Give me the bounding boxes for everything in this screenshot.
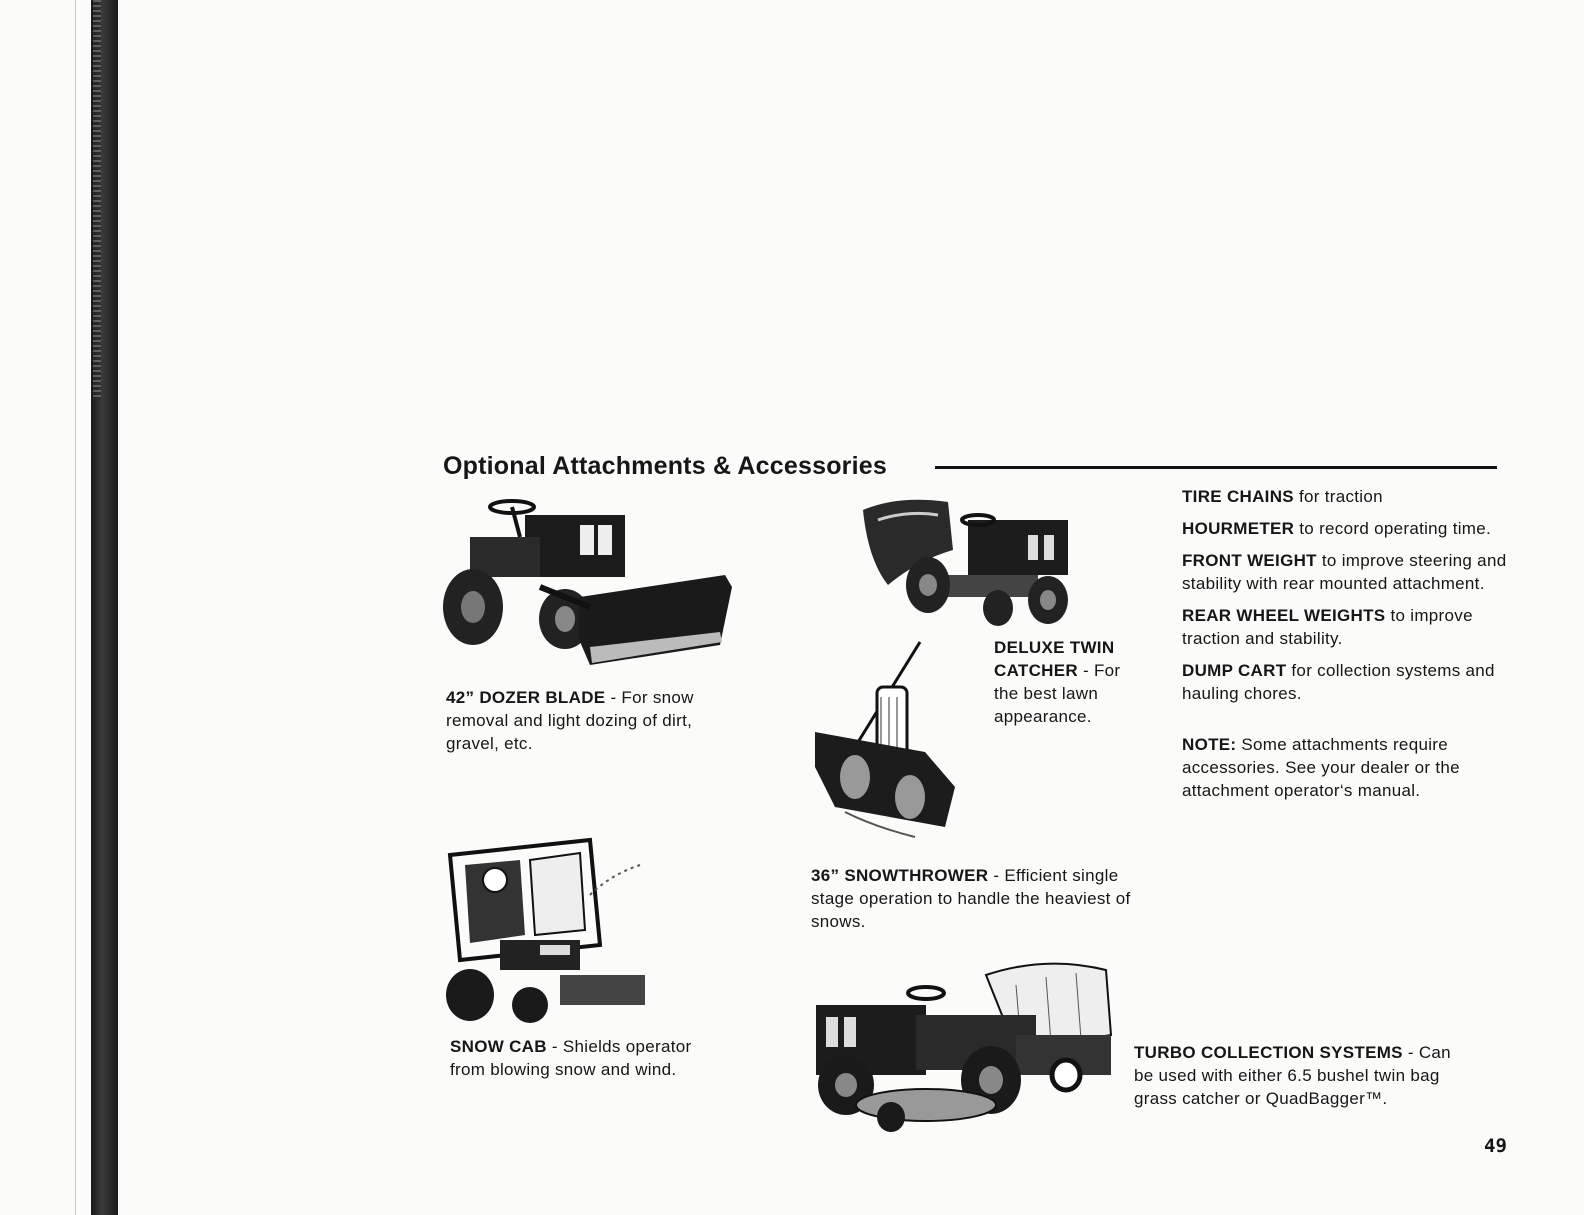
turbo-collection-illustration: [816, 955, 1121, 1135]
twin-catcher-illustration: [858, 490, 1083, 630]
turbo-collection-caption: [1134, 1041, 1469, 1110]
list-item-rear-wheel-weights: [1182, 604, 1512, 650]
dozer-blade-illustration: [440, 497, 735, 672]
list-item-tire-chains: [1182, 485, 1512, 508]
twin-catcher-title: DELUXE TWIN CATCHER: [994, 638, 1115, 680]
binding-strip: [91, 0, 118, 1215]
turbo-collection-title: TURBO COLLECTION SYSTEMS: [1134, 1043, 1403, 1062]
dozer-blade-description: - For snow removal and light dozing of dirt, gravel, etc.: [446, 688, 694, 753]
note-label: NOTE:: [1182, 735, 1237, 754]
tire-chains-title: TIRE CHAINS: [1182, 487, 1294, 506]
note-block: [1182, 733, 1512, 802]
binding-edge-line: [75, 0, 76, 1215]
rear-wheel-weights-description: to improve traction and stability.: [1182, 606, 1473, 648]
snowthrower-caption: [811, 864, 1156, 933]
snow-cab-title: SNOW CAB: [450, 1037, 547, 1056]
snow-cab-description: - Shields operator from blowing snow and wind.: [450, 1037, 692, 1079]
heading-rule: [935, 466, 1497, 469]
dozer-blade-title: 42” DOZER BLADE: [446, 688, 606, 707]
rear-wheel-weights-title: REAR WHEEL WEIGHTS: [1182, 606, 1386, 625]
snow-cab-caption: [450, 1035, 730, 1081]
snowthrower-illustration: [815, 637, 960, 842]
list-item-hourmeter: [1182, 517, 1512, 540]
hourmeter-description: to record operating time.: [1294, 519, 1492, 538]
page-number: 49: [1484, 1135, 1507, 1157]
snowthrower-description: - Efficient single stage operation to handle the heaviest of snows.: [811, 866, 1131, 931]
hourmeter-title: HOURMETER: [1182, 519, 1295, 538]
list-item-dump-cart: [1182, 659, 1512, 705]
front-weight-description: to improve steering and stability with rear mounted attachment.: [1182, 551, 1507, 593]
dump-cart-description: for collection systems and hauling chores.: [1182, 661, 1495, 703]
twin-catcher-description: - For the best lawn appearance.: [994, 661, 1121, 726]
note-text: Some attachments require accessories. See your dealer or the attachment operator‘s manual.: [1182, 735, 1460, 800]
front-weight-title: FRONT WEIGHT: [1182, 551, 1317, 570]
list-item-front-weight: [1182, 549, 1512, 595]
accessories-list: [1182, 485, 1512, 811]
turbo-collection-description: - Can be used with either 6.5 bushel twin bag grass catcher or QuadBagger™.: [1134, 1043, 1451, 1108]
dozer-blade-caption: [446, 686, 741, 755]
tire-chains-description: for traction: [1293, 487, 1383, 506]
twin-catcher-caption: [994, 636, 1144, 728]
page-heading: Optional Attachments & Accessories: [443, 452, 887, 480]
snowthrower-title: 36” SNOWTHROWER: [811, 866, 989, 885]
snow-cab-illustration: [440, 835, 650, 1025]
dump-cart-title: DUMP CART: [1182, 661, 1287, 680]
